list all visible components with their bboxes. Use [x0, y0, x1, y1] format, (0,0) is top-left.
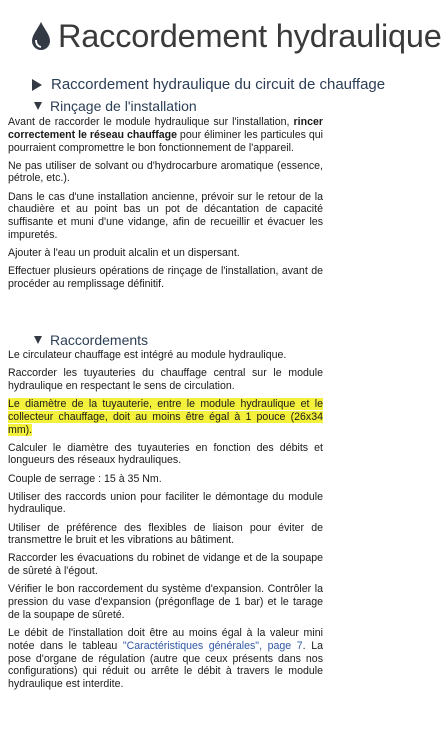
- subsection-heading-rincage: [34, 98, 197, 114]
- paragraph: Utiliser des raccords union pour faciliter le démontage du module hydraulique.: [8, 490, 323, 516]
- highlighted-text: Le diamètre de la tuyauterie, entre le module hydraulique et le collecteur chauffage, doit au moins être égal à 1 pouce (26x34 mm).: [8, 397, 323, 436]
- paragraph: Le circulateur chauffage est intégré au module hydraulique.: [8, 349, 287, 361]
- paragraph: Couple de serrage : 15 à 35 Nm.: [8, 472, 162, 485]
- rincage-body: [8, 116, 323, 296]
- emphasis-text: rincer correctement le réseau chauffage: [8, 116, 323, 141]
- paragraph: Effectuer plusieurs opérations de rinçage de l'installation, avant de procéder au remplissage définitif.: [8, 265, 323, 290]
- paragraph: Raccorder les évacuations du robinet de vidange et de la soupape de sûreté à l'égout.: [8, 552, 323, 578]
- section-heading: [32, 76, 385, 93]
- page-title: [30, 14, 442, 58]
- triangle-down-icon: [34, 336, 42, 344]
- paragraph: Le débit de l'installation doit être au moins égal à la valeur mini notée dans le tableau "Caractéristiques générales", page 7. La pose d'organe de régulation (autre que ceux présents dans nos configurations) qui réduit ou arrête le débit à travers le module hydraulique est interdite.: [8, 627, 323, 691]
- subsection-heading-text: Rinçage de l'installation: [50, 98, 197, 114]
- paragraph: Vérifier le bon raccordement du système d'expansion. Contrôler la pression du vase d'expansion (prégonflage de 1 bar) et le tarage de la soupape de sûreté.: [8, 583, 323, 621]
- section-heading-text: Raccordement hydraulique du circuit de chauffage: [51, 76, 386, 93]
- subsection-heading-text: Raccordements: [50, 332, 149, 348]
- paragraph: Dans le cas d'une installation ancienne, prévoir sur le retour de la chaudière et au point bas un pot de décantation de capacité suffisante et muni d'une vidange, afin de recueillir et évacuer les impuretés.: [8, 190, 323, 241]
- subsection-heading-raccordements: [34, 332, 148, 348]
- paragraph: [8, 398, 323, 436]
- raccordements-body: [8, 349, 323, 696]
- paragraph: Ne pas utiliser de solvant ou d'hydrocarbure aromatique (essence, pétrole, etc.).: [8, 159, 323, 185]
- paragraph: Avant de raccorder le module hydraulique sur l'installation, rincer correctement le réseau chauffage pour éliminer les particules qui pourraient compromettre le bon fonctionnement de l'appareil.: [8, 116, 324, 154]
- paragraph: Raccorder les tuyauteries du chauffage central sur le module hydraulique en respectant le sens de circulation.: [8, 367, 323, 392]
- table-reference-link[interactable]: "Caractéristiques générales", page 7: [122, 639, 303, 652]
- paragraph: Utiliser de préférence des flexibles de liaison pour éviter de transmettre le bruit et les vibrations au bâtiment.: [8, 521, 323, 547]
- water-drop-icon: [30, 21, 52, 51]
- page-title-text: Raccordement hydraulique: [58, 17, 442, 54]
- triangle-down-icon: [34, 102, 42, 110]
- paragraph: Ajouter à l'eau un produit alcalin et un dispersant.: [8, 247, 240, 260]
- paragraph: Calculer le diamètre des tuyauteries en fonction des débits et longueurs des réseaux hydrauliques.: [8, 441, 323, 467]
- triangle-right-icon: [32, 79, 42, 91]
